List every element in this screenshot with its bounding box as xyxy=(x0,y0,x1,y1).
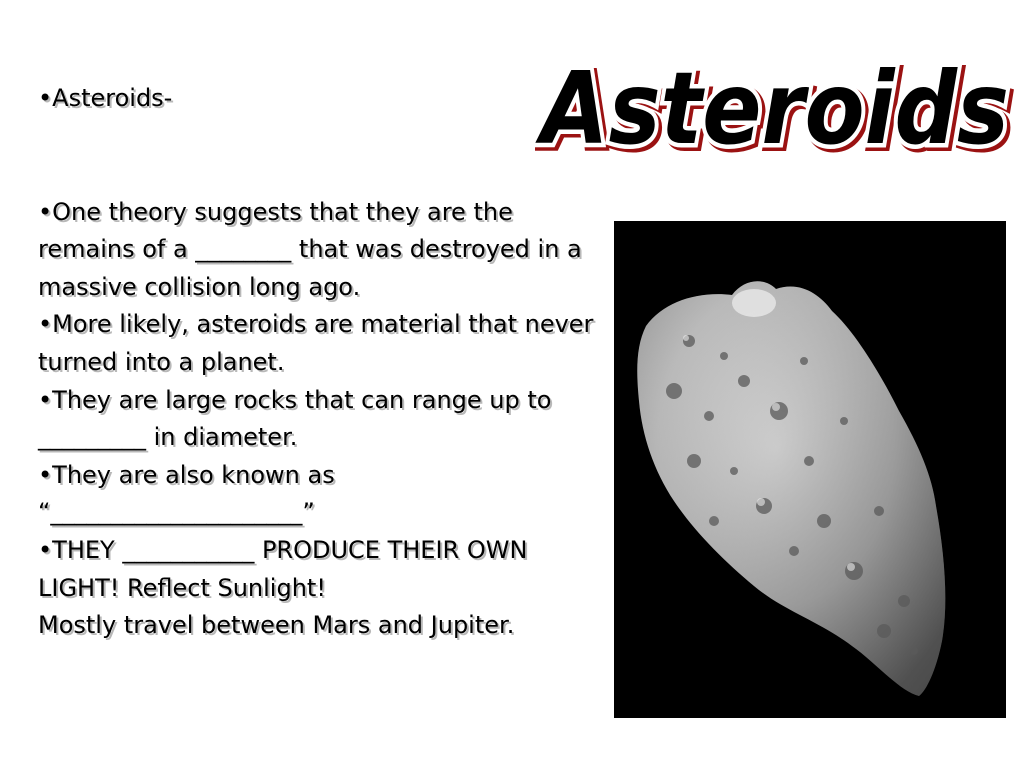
title-shadow: Asteroids xyxy=(537,53,1012,168)
slide-title xyxy=(535,48,1015,168)
spacer xyxy=(38,156,598,194)
bullet-size: •They are large rocks that can range up to _________ in diameter. xyxy=(38,385,552,452)
bullet-asteroids-heading: •Asteroids- xyxy=(38,84,173,112)
spacer xyxy=(38,118,598,156)
bullet-known-as: •They are also known as “_____________________” xyxy=(38,460,335,527)
title-text: Asteroids xyxy=(535,50,1009,167)
title-outline: Asteroids xyxy=(535,50,1009,167)
bullet-light: •THEY ___________ PRODUCE THEIR OWN LIGHT! Reflect Sunlight! xyxy=(38,535,528,602)
asteroid-photo xyxy=(614,221,1006,718)
location-note: Mostly travel between Mars and Jupiter. xyxy=(38,611,515,640)
bullet-material: •More likely, asteroids are material that never turned into a planet. xyxy=(38,310,594,376)
asteroid-icon xyxy=(614,221,1006,718)
bullet-theory: •One theory suggests that they are the remains of a ________ that was destroyed in a massive collision long ago. xyxy=(38,197,582,301)
bullet-list xyxy=(38,80,598,645)
